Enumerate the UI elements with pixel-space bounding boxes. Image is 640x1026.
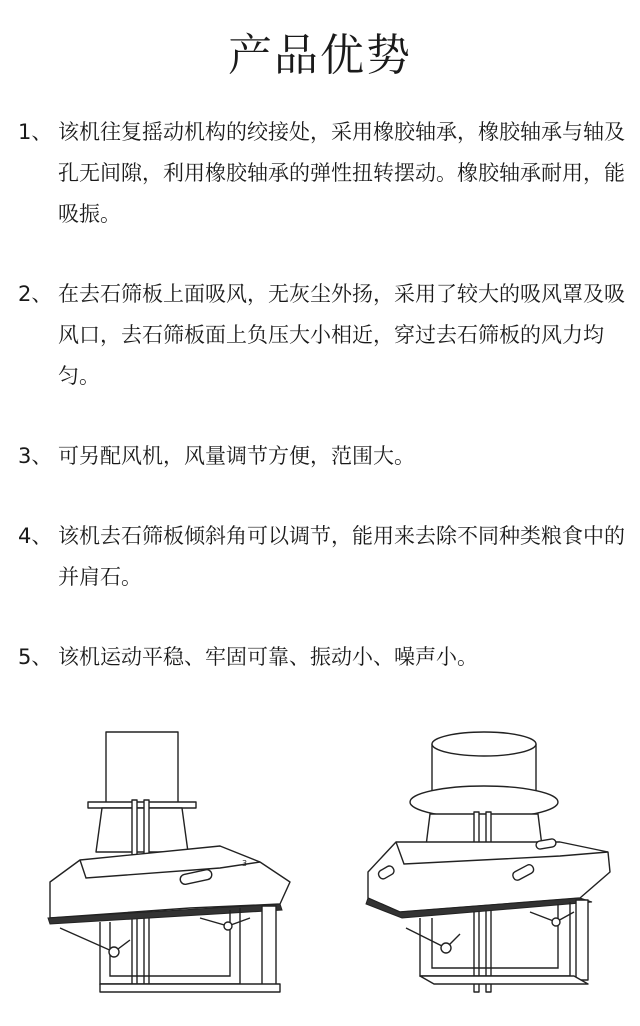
item-text: 在去石筛板上面吸风，无灰尘外扬，采用了较大的吸风罩及吸风口，去石筛板面上负压大小相近，穿过去石筛板的风力均匀。 bbox=[58, 282, 625, 388]
advantage-list bbox=[18, 112, 628, 717]
machine-side-view bbox=[40, 722, 300, 1012]
machine-illustrations bbox=[0, 722, 640, 1022]
page-title: 产品优势 bbox=[228, 30, 412, 81]
item-text: 该机往复摇动机构的绞接处，采用橡胶轴承，橡胶轴承与轴及孔无间隙，利用橡胶轴承的弹性扭转摆动。橡胶轴承耐用，能吸振。 bbox=[58, 120, 625, 226]
item-number: 4、 bbox=[18, 524, 53, 548]
item-number: 5、 bbox=[18, 645, 53, 669]
item-text: 该机运动平稳、牢固可靠、振动小、噪声小。 bbox=[58, 645, 478, 669]
item-number: 2、 bbox=[18, 282, 53, 306]
item-number: 3、 bbox=[18, 444, 53, 468]
list-item bbox=[18, 112, 628, 235]
list-item bbox=[18, 637, 628, 678]
part-label: 3 bbox=[242, 859, 248, 868]
list-item bbox=[18, 516, 628, 598]
list-item bbox=[18, 436, 628, 477]
item-text: 该机去石筛板倾斜角可以调节，能用来去除不同种类粮食中的并肩石。 bbox=[58, 524, 625, 589]
item-text: 可另配风机，风量调节方便，范围大。 bbox=[58, 444, 415, 468]
item-number: 1、 bbox=[18, 120, 53, 144]
machine-perspective-view bbox=[360, 722, 620, 1012]
list-item bbox=[18, 274, 628, 397]
